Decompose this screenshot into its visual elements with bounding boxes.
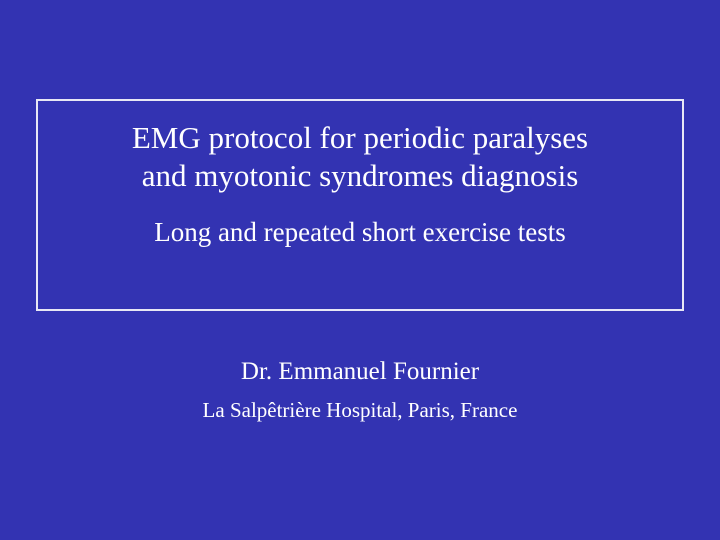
title-line-2: and myotonic syndromes diagnosis	[141, 158, 579, 193]
title-box	[36, 99, 684, 311]
title-line-1: EMG protocol for periodic paralyses	[131, 120, 589, 155]
author-block	[36, 355, 684, 425]
author-affiliation: La Salpêtrière Hospital, Paris, France	[202, 398, 518, 422]
title-subtitle: Long and repeated short exercise tests	[154, 217, 566, 247]
author-name: Dr. Emmanuel Fournier	[240, 358, 480, 385]
